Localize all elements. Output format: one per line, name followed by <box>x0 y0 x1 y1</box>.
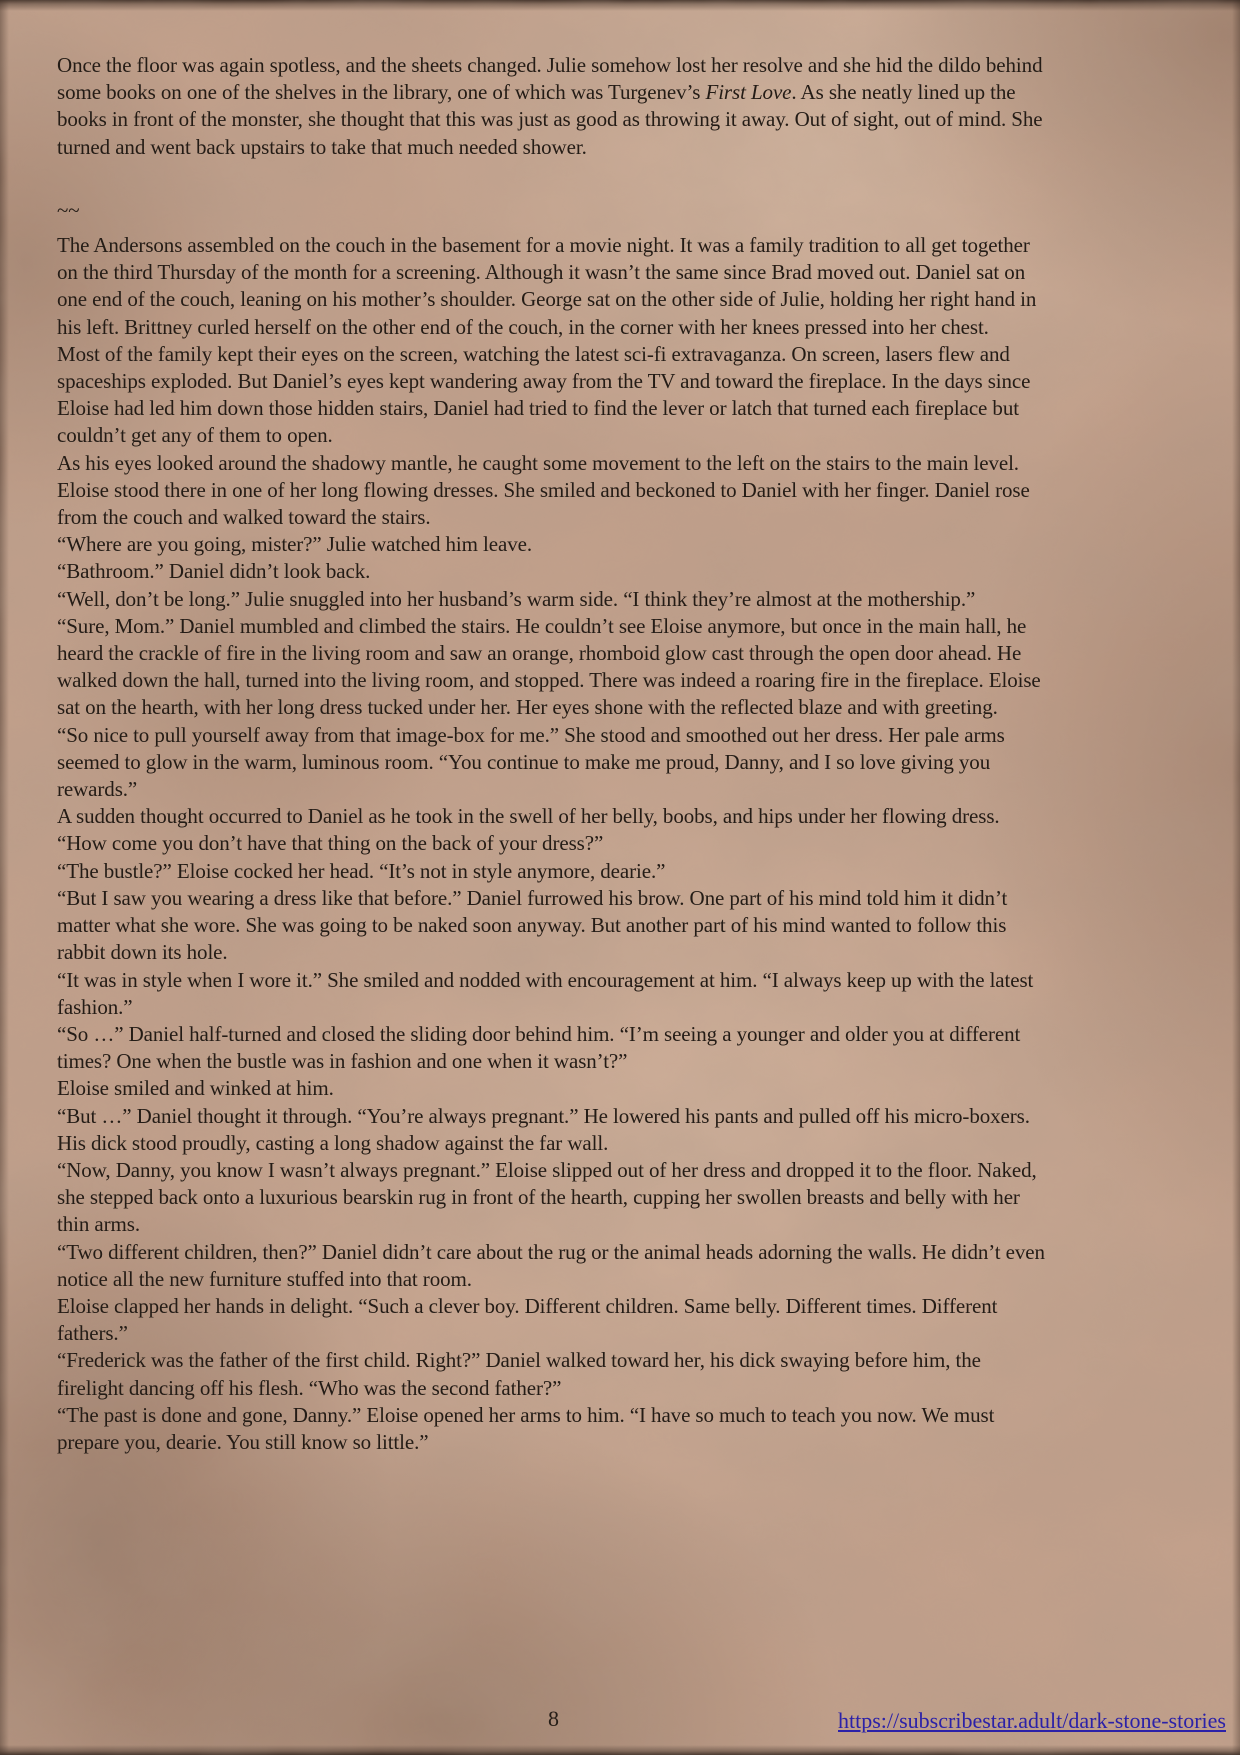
paragraph-segment: “Sure, Mom.” Daniel mumbled and climbed the stairs. He couldn’t see Eloise anymore, but once in the main hall, he heard the crackle of fire in the living room and saw an orange, rhomboid glow cast through the open door ahead. He walked down the hall, turned into the living room, and stopped. There was indeed a roaring fire in the fireplace. Eloise sat on the hearth, with her long dress tucked under her. Her eyes shone with the reflected blaze and with greeting. <box>57 613 1041 720</box>
story-paragraph <box>57 52 1050 161</box>
story-paragraph <box>57 1293 1050 1347</box>
story-paragraph <box>57 450 1050 532</box>
paragraph-segment: “The past is done and gone, Danny.” Eloise opened her arms to him. “I have so much to teach you now. We must prepare you, dearie. You still know so little.” <box>57 1402 995 1454</box>
paragraph-segment: Most of the family kept their eyes on the screen, watching the latest sci-fi extravaganza. On screen, lasers flew and spaceships exploded. But Daniel’s eyes kept wandering away from the TV and toward the fireplace. In the days since Eloise had led him down those hidden stairs, Daniel had tried to find the lever or latch that turned each fireplace but couldn’t get any of them to open. <box>57 341 1031 448</box>
story-text <box>57 52 1050 1456</box>
paragraph-segment: A sudden thought occurred to Daniel as he took in the swell of her belly, boobs, and hips under her flowing dress. “How come you don’t have that thing on the back of your dress?” <box>57 804 1000 856</box>
story-paragraph <box>57 232 1050 341</box>
story-paragraph <box>57 803 1050 857</box>
story-paragraph <box>57 586 1050 613</box>
story-paragraph <box>57 1157 1050 1239</box>
story-paragraph <box>57 531 1050 558</box>
paragraph-segment: “Where are you going, mister?” Julie watched him leave. <box>57 532 532 557</box>
story-paragraph <box>57 1239 1050 1293</box>
story-paragraph <box>57 722 1050 804</box>
story-paragraph <box>57 1103 1050 1157</box>
paragraph-segment: Once the floor was again spotless, and the sheets changed. Julie somehow lost her resolve and she hid the dildo behind some books on one of the shelves in the library, one of which was Turgenev’s <box>57 53 1043 105</box>
paragraph-segment: “Now, Danny, you know I wasn’t always pregnant.” Eloise slipped out of her dress and dropped it to the floor. Naked, she stepped back onto a luxurious bearskin rug in front of the hearth, cupping her swollen breasts and belly with her thin arms. <box>57 1157 1037 1237</box>
story-paragraph <box>57 613 1050 722</box>
paragraph-segment: Eloise smiled and winked at him. <box>57 1076 334 1101</box>
paragraph-segment: The Andersons assembled on the couch in the basement for a movie night. It was a family tradition to all get together on the third Thursday of the month for a screening. Although it wasn’t the same since Brad moved out. Daniel sat on one end of the couch, leaning on his mother’s shoulder. George sat on the other side of Julie, holding her right hand in his left. Brittney curled herself on the other end of the couch, in the corner with her knees pressed into her chest. <box>57 233 1037 339</box>
paragraph-segment: “It was in style when I wore it.” She smiled and nodded with encouragement at him. “I always keep up with the latest fashion.” <box>57 967 1034 1019</box>
page-footer <box>0 1705 1240 1735</box>
paragraph-segment: Eloise clapped her hands in delight. “Such a clever boy. Different children. Same belly. Different times. Different fathers.” <box>57 1293 998 1346</box>
story-paragraph <box>57 858 1050 885</box>
paragraph-segment: “So …” Daniel half-turned and closed the sliding door behind him. “I’m seeing a younger and older you at different times? One when the bustle was in fashion and one when it wasn’t?” <box>57 1021 1021 1074</box>
paragraph-segment: . As she neatly lined up the books in front of the monster, she thought that this was just as good as throwing it away. Out of sight, out of mind. She turned and went back upstairs to take that much needed shower. <box>57 80 1043 159</box>
paragraph-segment: “But I saw you wearing a dress like that before.” Daniel furrowed his brow. One part of his mind told him it didn’t matter what she wore. She was going to be naked soon anyway. But another part of his mind wanted to follow this rabbit down its hole. <box>57 885 1008 965</box>
paragraph-segment: “Frederick was the father of the first child. Right?” Daniel walked toward her, his dick swaying before him, the firelight dancing off his flesh. “Who was the second father?” <box>57 1348 981 1400</box>
footer-link[interactable]: https://subscribestar.adult/dark-stone-stories <box>838 1708 1226 1733</box>
story-paragraph <box>57 1075 1050 1102</box>
paragraph-segment: “Two different children, then?” Daniel didn’t care about the rug or the animal heads adorning the walls. He didn’t even notice all the new furniture stuffed into that room. <box>57 1239 1045 1291</box>
story-paragraph <box>57 1402 1050 1456</box>
paragraph-segment: “Well, don’t be long.” Julie snuggled into her husband’s warm side. “I think they’re almost at the mothership.” <box>57 586 976 611</box>
book-title-italic: First Love <box>705 80 792 105</box>
story-paragraph <box>57 1347 1050 1401</box>
story-paragraph <box>57 885 1050 967</box>
paragraph-segment: As his eyes looked around the shadowy mantle, he caught some movement to the left on the stairs to the main level. Eloise stood there in one of her long flowing dresses. She smiled and beckoned to Daniel with her finger. Daniel rose from the couch and walked toward the stairs. <box>57 450 1030 530</box>
paragraph-segment: “The bustle?” Eloise cocked her head. “It’s not in style anymore, dearie.” <box>57 858 666 883</box>
page-number: 8 <box>548 1706 559 1731</box>
story-paragraph <box>57 967 1050 1021</box>
story-paragraph <box>57 1021 1050 1075</box>
story-paragraph <box>57 341 1050 450</box>
section-separator: ~~ <box>57 197 80 222</box>
paragraph-segment: “So nice to pull yourself away from that image-box for me.” She stood and smoothed out her dress. Her pale arms seemed to glow in the warm, luminous room. “You continue to make me proud, Danny, and I so love giving you rewards.” <box>57 722 1005 802</box>
paragraph-segment: “But …” Daniel thought it through. “You’re always pregnant.” He lowered his pants and pulled off his micro-boxers. His dick stood proudly, casting a long shadow against the far wall. <box>57 1103 1030 1155</box>
paragraph-segment: “Bathroom.” Daniel didn’t look back. <box>57 559 371 584</box>
story-paragraph <box>57 558 1050 585</box>
